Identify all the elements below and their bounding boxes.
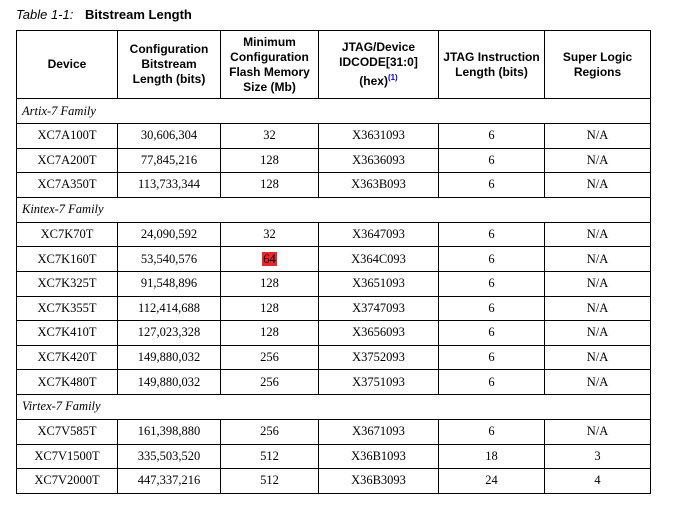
header-flash-size: Minimum Configuration Flash Memory Size (Mb) xyxy=(221,31,319,99)
device-cell: XC7K480T xyxy=(17,370,118,395)
device-cell: XC7K410T xyxy=(17,321,118,346)
bitstream-length-cell: 53,540,576 xyxy=(118,247,221,272)
idcode-cell: X3671093 xyxy=(319,419,439,444)
flash-size-cell: 128 xyxy=(221,321,319,346)
bitstream-length-cell: 149,880,032 xyxy=(118,345,221,370)
table-row xyxy=(17,222,651,247)
jtag-length-cell: 6 xyxy=(439,247,545,272)
device-cell: XC7K70T xyxy=(17,222,118,247)
slr-cell: N/A xyxy=(545,271,651,296)
slr-cell: N/A xyxy=(545,419,651,444)
flash-size-cell: 256 xyxy=(221,345,319,370)
table-row xyxy=(17,345,651,370)
slr-cell: N/A xyxy=(545,345,651,370)
idcode-cell: X36B1093 xyxy=(319,444,439,469)
bitstream-length-cell: 91,548,896 xyxy=(118,271,221,296)
jtag-length-cell: 24 xyxy=(439,469,545,494)
header-bitstream-length: Configuration Bitstream Length (bits) xyxy=(118,31,221,99)
device-cell: XC7K420T xyxy=(17,345,118,370)
family-label: Virtex-7 Family xyxy=(17,394,651,419)
jtag-length-cell: 6 xyxy=(439,370,545,395)
bitstream-length-cell: 113,733,344 xyxy=(118,173,221,198)
jtag-length-cell: 6 xyxy=(439,271,545,296)
jtag-length-cell: 18 xyxy=(439,444,545,469)
idcode-cell: X3656093 xyxy=(319,321,439,346)
device-cell: XC7K355T xyxy=(17,296,118,321)
header-jtag-instruction-length: JTAG Instruction Length (bits) xyxy=(439,31,545,99)
table-row xyxy=(17,444,651,469)
table-row xyxy=(17,148,651,173)
table-row xyxy=(17,370,651,395)
idcode-cell: X363B093 xyxy=(319,173,439,198)
bitstream-length-cell: 447,337,216 xyxy=(118,469,221,494)
table-row xyxy=(17,296,651,321)
bitstream-length-cell: 77,845,216 xyxy=(118,148,221,173)
table-row xyxy=(17,124,651,149)
table-row xyxy=(17,271,651,296)
table-row xyxy=(17,419,651,444)
family-row xyxy=(17,99,651,124)
flash-size-cell: 128 xyxy=(221,296,319,321)
flash-size-cell: 512 xyxy=(221,469,319,494)
device-cell: XC7A350T xyxy=(17,173,118,198)
header-idcode: JTAG/Device IDCODE[31:0] (hex)$^{(1)}$ xyxy=(319,31,439,99)
jtag-length-cell: 6 xyxy=(439,222,545,247)
idcode-cell: X3747093 xyxy=(319,296,439,321)
table-row xyxy=(17,469,651,494)
flash-size-cell: 128 xyxy=(221,173,319,198)
bitstream-length-cell: 24,090,592 xyxy=(118,222,221,247)
footnote-link[interactable]: (1) xyxy=(387,73,398,82)
bitstream-length-cell: 161,398,880 xyxy=(118,419,221,444)
slr-cell: N/A xyxy=(545,321,651,346)
device-cell: XC7K160T xyxy=(17,247,118,272)
jtag-length-cell: 6 xyxy=(439,148,545,173)
idcode-cell: X3636093 xyxy=(319,148,439,173)
slr-cell: N/A xyxy=(545,124,651,149)
header-super-logic-regions: Super Logic Regions xyxy=(545,31,651,99)
table-caption xyxy=(16,7,192,22)
bitstream-length-cell: 335,503,520 xyxy=(118,444,221,469)
slr-cell: 4 xyxy=(545,469,651,494)
jtag-length-cell: 6 xyxy=(439,345,545,370)
table-number: Table 1-1: xyxy=(16,7,74,22)
jtag-length-cell: 6 xyxy=(439,296,545,321)
device-cell: XC7V585T xyxy=(17,419,118,444)
slr-cell: N/A xyxy=(545,247,651,272)
idcode-cell: X3752093 xyxy=(319,345,439,370)
flash-size-cell xyxy=(221,247,319,272)
bitstream-length-cell: 149,880,032 xyxy=(118,370,221,395)
flash-size-cell: 512 xyxy=(221,444,319,469)
bitstream-length-cell: 30,606,304 xyxy=(118,124,221,149)
flash-size-cell: 128 xyxy=(221,148,319,173)
flash-size-cell: 256 xyxy=(221,370,319,395)
bitstream-length-cell: 112,414,688 xyxy=(118,296,221,321)
idcode-cell: X3651093 xyxy=(319,271,439,296)
device-cell: XC7V2000T xyxy=(17,469,118,494)
device-cell: XC7K325T xyxy=(17,271,118,296)
slr-cell: N/A xyxy=(545,222,651,247)
flash-size-cell: 256 xyxy=(221,419,319,444)
flash-size-cell: 32 xyxy=(221,222,319,247)
slr-cell: N/A xyxy=(545,370,651,395)
jtag-length-cell: 6 xyxy=(439,419,545,444)
idcode-cell: X3647093 xyxy=(319,222,439,247)
device-cell: XC7A200T xyxy=(17,148,118,173)
idcode-cell: X364C093 xyxy=(319,247,439,272)
slr-cell: 3 xyxy=(545,444,651,469)
table-row xyxy=(17,173,651,198)
slr-cell: N/A xyxy=(545,173,651,198)
idcode-cell: X3751093 xyxy=(319,370,439,395)
device-cell: XC7A100T xyxy=(17,124,118,149)
highlighted-value: 64 xyxy=(263,251,276,266)
bitstream-length-table xyxy=(16,30,651,494)
slr-cell: N/A xyxy=(545,148,651,173)
family-row xyxy=(17,394,651,419)
slr-cell: N/A xyxy=(545,296,651,321)
family-label: Kintex-7 Family xyxy=(17,197,651,222)
jtag-length-cell: 6 xyxy=(439,124,545,149)
idcode-cell: X3631093 xyxy=(319,124,439,149)
table-row xyxy=(17,321,651,346)
table-title: Bitstream Length xyxy=(84,7,192,22)
bitstream-length-cell: 127,023,328 xyxy=(118,321,221,346)
idcode-cell: X36B3093 xyxy=(319,469,439,494)
table-row xyxy=(17,247,651,272)
jtag-length-cell: 6 xyxy=(439,321,545,346)
flash-size-cell: 128 xyxy=(221,271,319,296)
family-label: Artix-7 Family xyxy=(17,99,651,124)
device-cell: XC7V1500T xyxy=(17,444,118,469)
header-device: Device xyxy=(17,31,118,99)
flash-size-cell: 32 xyxy=(221,124,319,149)
family-row xyxy=(17,197,651,222)
header-row xyxy=(17,31,651,99)
jtag-length-cell: 6 xyxy=(439,173,545,198)
